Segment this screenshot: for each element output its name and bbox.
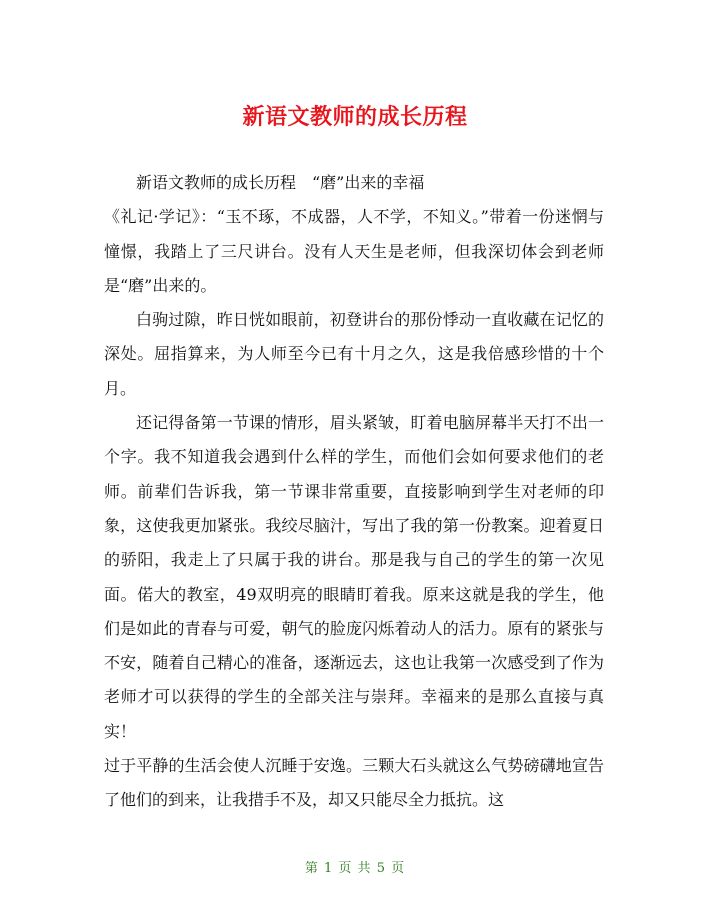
document-body [104, 166, 604, 818]
paragraph-5: 过于平静的生活会使人沉睡于安逸。三颗大石头就这么气势磅礴地宣告了他们的到来，让我措手不及，却又只能尽全力抵抗。这 [104, 756, 604, 810]
paragraph-3: 白驹过隙，昨日恍如眼前，初登讲台的那份悸动一直收藏在记忆的深处。屈指算来，为人师至今已有十月之久，这是我倍感珍惜的十个月。 [104, 310, 604, 398]
paragraph-2: 《礼记·学记》：“玉不琢，不成器，人不学，不知义。”带着一份迷惘与憧憬，我踏上了三尺讲台。没有人天生是老师，但我深切体会到老师是“磨”出来的。 [104, 207, 604, 295]
page-footer: 第 1 页 共 5 页 [304, 861, 406, 876]
document-title: 新语文教师的成长历程 [242, 104, 468, 130]
paragraph-4: 还记得备第一节课的情形，眉头紧皱，盯着电脑屏幕半天打不出一个字。我不知道我会遇到什么样的学生，而他们会如何要求他们的老师。前辈们告诉我，第一节课非常重要，直接影响到学生对老师的印象，这使我更加紧张。我绞尽脑汁，写出了我的第一份教案。迎着夏日的骄阳，我走上了只属于我的讲台。那是我与自己的学生的第一次见面。偌大的教室，49双明亮的眼睛盯着我。原来这就是我的学生，他们是如此的青春与可爱，朝气的脸庞闪烁着动人的活力。原有的紧张与不安，随着自己精心的准备，逐渐远去，这也让我第一次感受到了作为老师才可以获得的学生的全部关注与崇拜。幸福来的是那么直接与真实！ [104, 413, 604, 741]
paragraph-1: 新语文教师的成长历程 “磨”出来的幸福 [136, 173, 425, 192]
